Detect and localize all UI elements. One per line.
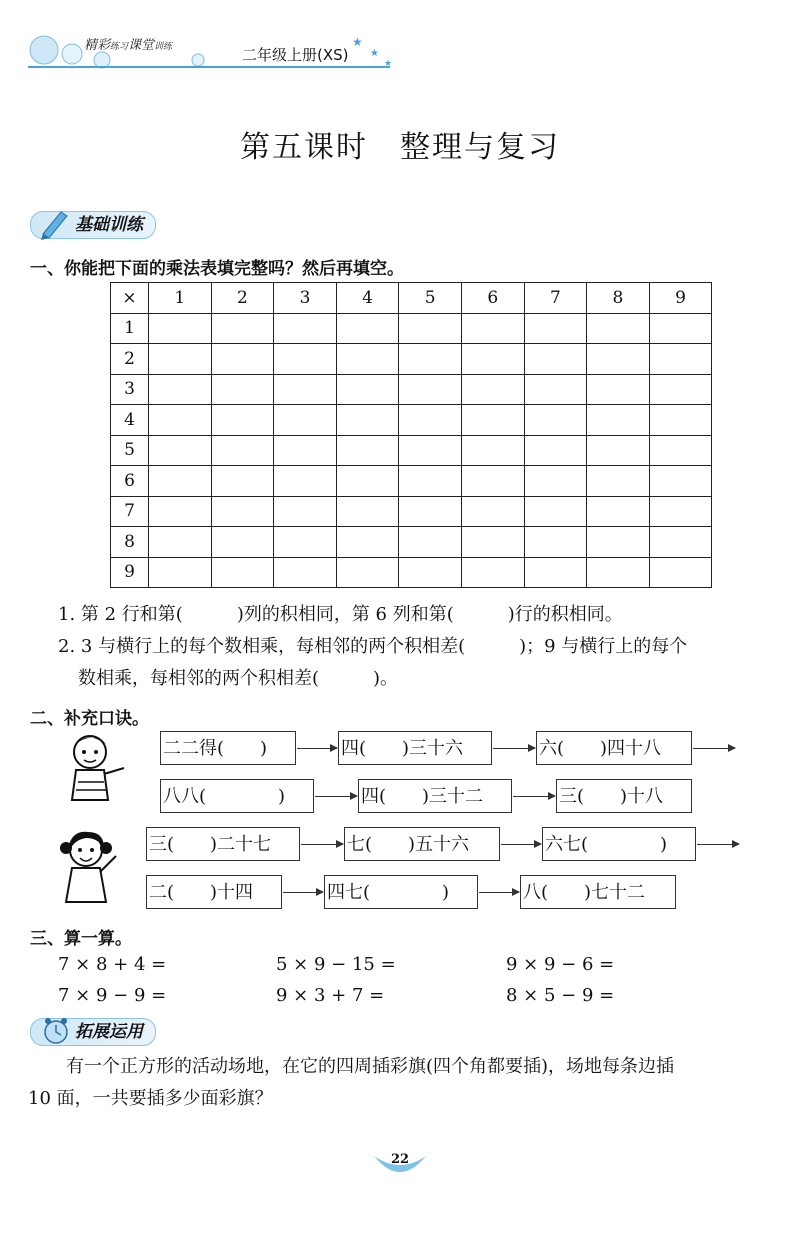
blank-cell[interactable] bbox=[211, 527, 274, 558]
boy-avatar bbox=[58, 730, 130, 810]
extend-badge bbox=[30, 1018, 156, 1046]
blank-cell[interactable] bbox=[461, 496, 524, 527]
extend-line-1: 有一个正方形的活动场地，在它的四周插彩旗(四个角都要插)，场地每条边插 bbox=[66, 1056, 675, 1077]
row-header: 1 bbox=[111, 313, 149, 344]
blank-cell[interactable] bbox=[524, 344, 587, 375]
arrow-icon bbox=[697, 844, 739, 845]
column-header: 3 bbox=[274, 283, 337, 314]
blank-cell[interactable] bbox=[587, 527, 650, 558]
row-header: 9 bbox=[111, 557, 149, 588]
column-header: 4 bbox=[336, 283, 399, 314]
blank-cell[interactable] bbox=[461, 527, 524, 558]
svg-text:★: ★ bbox=[352, 35, 363, 49]
table-row bbox=[111, 435, 712, 466]
arrow-icon bbox=[493, 748, 535, 749]
grade-label: 二年级上册(XS) bbox=[242, 46, 349, 64]
blank-cell[interactable] bbox=[149, 527, 212, 558]
table-corner-cell: × bbox=[111, 283, 149, 314]
brand-small-1: 练习 bbox=[110, 42, 129, 52]
blank-cell[interactable] bbox=[399, 435, 462, 466]
blank-cell[interactable] bbox=[461, 313, 524, 344]
blank-cell[interactable] bbox=[461, 344, 524, 375]
calc-item: 7 × 8 + 4 = bbox=[58, 954, 167, 975]
rhyme-box[interactable]: 四( )三十二 bbox=[358, 779, 512, 813]
calc-item: 7 × 9 − 9 = bbox=[58, 985, 167, 1006]
blank-cell[interactable] bbox=[649, 344, 712, 375]
row-header: 4 bbox=[111, 405, 149, 436]
blank-cell[interactable] bbox=[461, 557, 524, 588]
blank-cell[interactable] bbox=[524, 374, 587, 405]
pencil-icon bbox=[39, 206, 73, 240]
brand-logo bbox=[84, 34, 172, 53]
blank-cell[interactable] bbox=[336, 405, 399, 436]
blank-cell[interactable] bbox=[274, 466, 337, 497]
blank-cell[interactable] bbox=[211, 344, 274, 375]
blank-cell[interactable] bbox=[274, 313, 337, 344]
svg-text:★: ★ bbox=[370, 48, 379, 59]
blank-cell[interactable] bbox=[587, 466, 650, 497]
blank-cell[interactable] bbox=[649, 557, 712, 588]
blank-cell[interactable] bbox=[461, 466, 524, 497]
q3-title: 三、算一算。 bbox=[30, 929, 132, 949]
calc-item: 9 × 9 − 6 = bbox=[506, 954, 615, 975]
page-title: 第五课时 整理与复习 bbox=[240, 130, 560, 165]
row-header: 3 bbox=[111, 374, 149, 405]
arrow-icon bbox=[513, 796, 555, 797]
blank-cell[interactable] bbox=[399, 557, 462, 588]
blank-cell[interactable] bbox=[211, 313, 274, 344]
table-header-row bbox=[111, 283, 712, 314]
rhyme-box[interactable]: 八八( ) bbox=[160, 779, 314, 813]
rhyme-box[interactable]: 四( )三十六 bbox=[338, 731, 492, 765]
clock-icon bbox=[39, 1013, 73, 1047]
arrow-icon bbox=[315, 796, 357, 797]
brand-small-2: 训练 bbox=[154, 42, 173, 52]
arrow-icon bbox=[479, 892, 519, 893]
extend-badge-label: 拓展运用 bbox=[75, 1022, 143, 1042]
svg-text:★: ★ bbox=[384, 59, 393, 69]
blank-cell[interactable] bbox=[211, 496, 274, 527]
blank-cell[interactable] bbox=[524, 466, 587, 497]
blank-cell[interactable] bbox=[211, 374, 274, 405]
calc-item: 8 × 5 − 9 = bbox=[506, 985, 615, 1006]
blank-cell[interactable] bbox=[211, 405, 274, 436]
blank-cell[interactable] bbox=[587, 496, 650, 527]
blank-cell[interactable] bbox=[274, 405, 337, 436]
rhyme-box[interactable]: 七( )五十六 bbox=[344, 827, 500, 861]
blank-cell[interactable] bbox=[211, 435, 274, 466]
rhyme-box[interactable]: 六( )四十八 bbox=[536, 731, 692, 765]
blank-cell[interactable] bbox=[274, 374, 337, 405]
blank-cell[interactable] bbox=[524, 313, 587, 344]
blank-cell[interactable] bbox=[587, 435, 650, 466]
blank-cell[interactable] bbox=[274, 344, 337, 375]
column-header: 6 bbox=[461, 283, 524, 314]
blank-cell[interactable] bbox=[336, 435, 399, 466]
blank-cell[interactable] bbox=[336, 374, 399, 405]
blank-cell[interactable] bbox=[587, 374, 650, 405]
blank-cell[interactable] bbox=[336, 344, 399, 375]
blank-cell[interactable] bbox=[336, 313, 399, 344]
blank-cell[interactable] bbox=[649, 466, 712, 497]
blank-cell[interactable] bbox=[149, 405, 212, 436]
girl-avatar bbox=[52, 826, 130, 910]
blank-cell[interactable] bbox=[399, 405, 462, 436]
column-header: 8 bbox=[587, 283, 650, 314]
rhyme-box[interactable]: 二二得( ) bbox=[160, 731, 296, 765]
blank-cell[interactable] bbox=[649, 374, 712, 405]
fill-item-2a: 2. 3 与横行上的每个数相乘，每相邻的两个积相差( )；9 与横行上的每个 bbox=[58, 636, 688, 657]
column-header: 5 bbox=[399, 283, 462, 314]
arrow-icon bbox=[501, 844, 541, 845]
blank-cell[interactable] bbox=[587, 344, 650, 375]
blank-cell[interactable] bbox=[336, 496, 399, 527]
row-header: 7 bbox=[111, 496, 149, 527]
blank-cell[interactable] bbox=[149, 496, 212, 527]
rhyme-box[interactable]: 六七( ) bbox=[542, 827, 696, 861]
table-row bbox=[111, 496, 712, 527]
blank-cell[interactable] bbox=[274, 527, 337, 558]
blank-cell[interactable] bbox=[336, 466, 399, 497]
rhyme-box[interactable]: 三( )十八 bbox=[556, 779, 692, 813]
blank-cell[interactable] bbox=[399, 466, 462, 497]
brand-text-1: 精彩 bbox=[84, 38, 111, 53]
blank-cell[interactable] bbox=[524, 435, 587, 466]
blank-cell[interactable] bbox=[149, 344, 212, 375]
rhyme-box[interactable]: 四七( ) bbox=[324, 875, 478, 909]
table-row bbox=[111, 344, 712, 375]
blank-cell[interactable] bbox=[399, 374, 462, 405]
basic-badge-label: 基础训练 bbox=[75, 215, 143, 235]
table-row bbox=[111, 374, 712, 405]
arrow-icon bbox=[693, 748, 735, 749]
blank-cell[interactable] bbox=[336, 557, 399, 588]
blank-cell[interactable] bbox=[649, 405, 712, 436]
blank-cell[interactable] bbox=[211, 557, 274, 588]
column-header: 9 bbox=[649, 283, 712, 314]
q1-title: 一、你能把下面的乘法表填完整吗？然后再填空。 bbox=[30, 259, 404, 279]
blank-cell[interactable] bbox=[149, 466, 212, 497]
rhyme-box[interactable]: 二( )十四 bbox=[146, 875, 282, 909]
extend-line-2: 10 面，一共要插多少面彩旗？ bbox=[28, 1088, 273, 1109]
fill-item-1: 1. 第 2 行和第( )列的积相同，第 6 列和第( )行的积相同。 bbox=[58, 604, 623, 625]
q2-title: 二、补充口诀。 bbox=[30, 709, 149, 729]
calc-item: 5 × 9 − 15 = bbox=[276, 954, 396, 975]
table-row bbox=[111, 313, 712, 344]
table-row bbox=[111, 557, 712, 588]
row-header: 2 bbox=[111, 344, 149, 375]
blank-cell[interactable] bbox=[149, 435, 212, 466]
fill-item-2b: 数相乘，每相邻的两个积相差( )。 bbox=[78, 668, 399, 689]
star-icon bbox=[344, 30, 400, 70]
blank-cell[interactable] bbox=[524, 405, 587, 436]
header-divider bbox=[28, 66, 390, 68]
blank-cell[interactable] bbox=[149, 557, 212, 588]
blank-cell[interactable] bbox=[587, 405, 650, 436]
blank-cell[interactable] bbox=[149, 374, 212, 405]
blank-cell[interactable] bbox=[649, 435, 712, 466]
multiplication-table bbox=[110, 282, 712, 588]
blank-cell[interactable] bbox=[399, 344, 462, 375]
blank-cell[interactable] bbox=[649, 313, 712, 344]
blank-cell[interactable] bbox=[274, 496, 337, 527]
blank-cell[interactable] bbox=[461, 374, 524, 405]
rhyme-box[interactable]: 三( )二十七 bbox=[146, 827, 300, 861]
table-row bbox=[111, 527, 712, 558]
table-row bbox=[111, 405, 712, 436]
row-header: 5 bbox=[111, 435, 149, 466]
blank-cell[interactable] bbox=[587, 313, 650, 344]
blank-cell[interactable] bbox=[211, 466, 274, 497]
basic-training-badge bbox=[30, 211, 156, 239]
blank-cell[interactable] bbox=[399, 527, 462, 558]
blank-cell[interactable] bbox=[524, 527, 587, 558]
arrow-icon bbox=[297, 748, 337, 749]
blank-cell[interactable] bbox=[524, 496, 587, 527]
blank-cell[interactable] bbox=[399, 496, 462, 527]
blank-cell[interactable] bbox=[524, 557, 587, 588]
column-header: 7 bbox=[524, 283, 587, 314]
blank-cell[interactable] bbox=[149, 313, 212, 344]
brand-text-2: 课堂 bbox=[128, 38, 155, 53]
blank-cell[interactable] bbox=[461, 435, 524, 466]
blank-cell[interactable] bbox=[274, 435, 337, 466]
column-header: 1 bbox=[149, 283, 212, 314]
arrow-icon bbox=[283, 892, 323, 893]
table-row bbox=[111, 466, 712, 497]
rhyme-box[interactable]: 八( )七十二 bbox=[520, 875, 676, 909]
blank-cell[interactable] bbox=[336, 527, 399, 558]
calc-item: 9 × 3 + 7 = bbox=[276, 985, 385, 1006]
blank-cell[interactable] bbox=[461, 405, 524, 436]
blank-cell[interactable] bbox=[649, 496, 712, 527]
row-header: 8 bbox=[111, 527, 149, 558]
arrow-icon bbox=[301, 844, 343, 845]
page-number: 22 bbox=[390, 1152, 410, 1167]
blank-cell[interactable] bbox=[649, 527, 712, 558]
blank-cell[interactable] bbox=[587, 557, 650, 588]
column-header: 2 bbox=[211, 283, 274, 314]
blank-cell[interactable] bbox=[274, 557, 337, 588]
row-header: 6 bbox=[111, 466, 149, 497]
blank-cell[interactable] bbox=[399, 313, 462, 344]
